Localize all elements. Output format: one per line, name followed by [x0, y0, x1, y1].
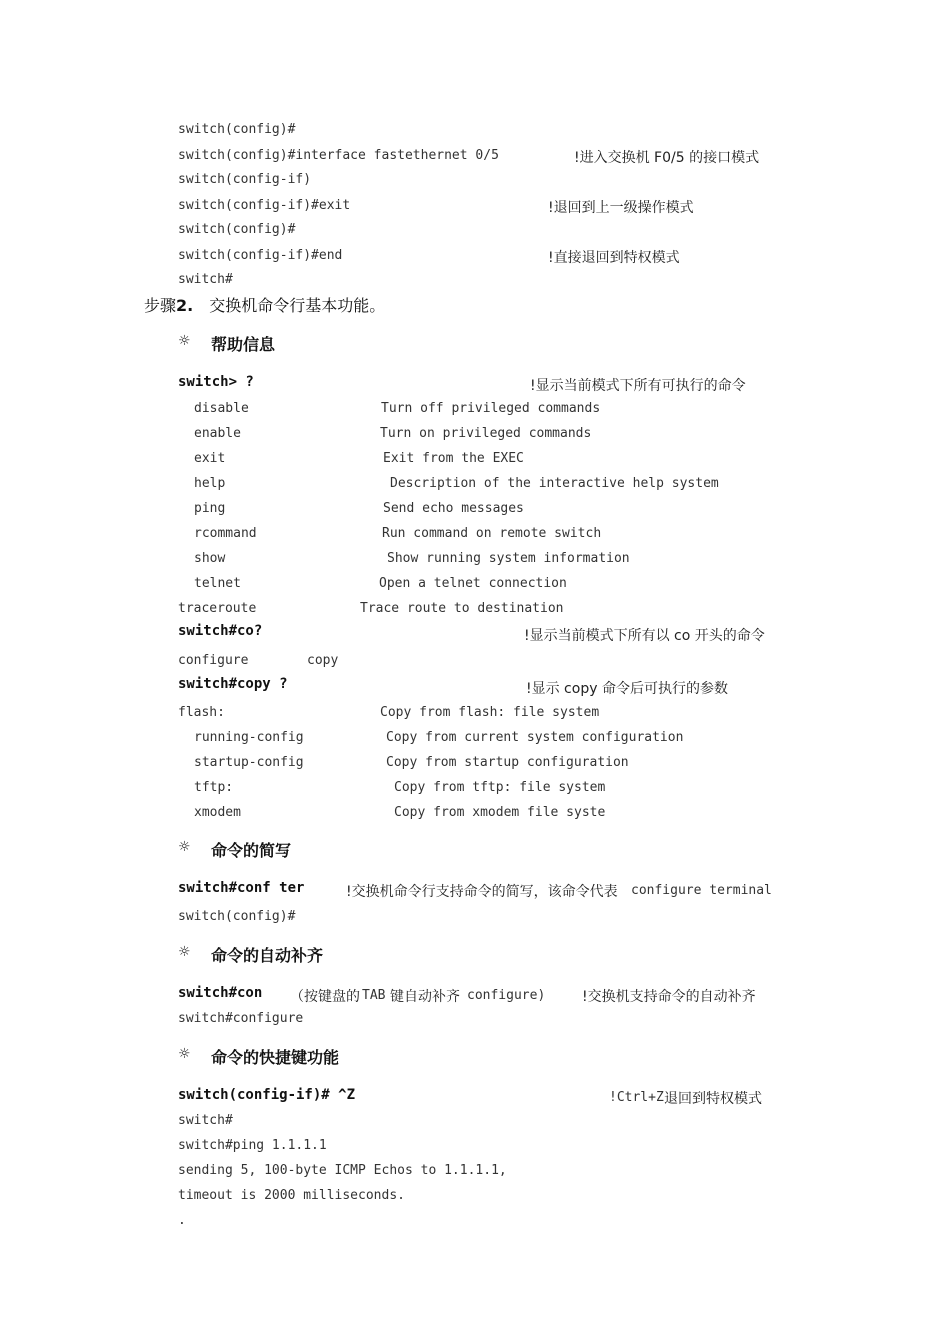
code-line: switch(config)#interface fastethernet 0/5	[178, 148, 499, 163]
code-comment: !进入交换机 F0/5 的接口模式	[574, 150, 760, 166]
code-comment: configure terminal	[631, 883, 772, 898]
copy-item-name: startup-config	[194, 755, 304, 770]
command-line: switch> ?	[178, 374, 254, 390]
help-item-name: disable	[194, 401, 249, 416]
code-line: switch#	[178, 1113, 233, 1128]
step-title: 交换机命令行基本功能。	[209, 296, 386, 315]
code-comment: 退回到特权模式	[664, 1091, 762, 1107]
code-line: .	[178, 1213, 186, 1228]
copy-item-desc: Copy from startup configuration	[386, 755, 629, 770]
section-title-help: 帮助信息	[211, 335, 276, 354]
help-item-desc: Trace route to destination	[360, 601, 564, 616]
code-line: switch(config-if)#end	[178, 248, 343, 263]
help-item-name: traceroute	[178, 601, 257, 616]
sun-bullet-icon: ☼	[178, 1046, 191, 1062]
command-line: switch#con	[178, 985, 263, 1001]
code-note: TAB	[362, 988, 386, 1003]
help-item-name: show	[194, 551, 226, 566]
help-item-desc: Run command on remote switch	[382, 526, 602, 541]
code-line: copy	[307, 653, 339, 668]
code-comment: !退回到上一级操作模式	[548, 200, 694, 216]
code-line: configure	[178, 653, 249, 668]
command-line: switch#copy ?	[178, 676, 288, 692]
help-item-name: exit	[194, 451, 226, 466]
code-line: switch(config-if)	[178, 172, 312, 187]
code-line: sending 5, 100-byte ICMP Echos to 1.1.1.1,	[178, 1163, 507, 1178]
help-item-desc: Turn off privileged commands	[381, 401, 601, 416]
section-title-abbrev: 命令的简写	[211, 841, 292, 860]
copy-item-name: tftp:	[194, 780, 234, 795]
help-item-desc: Exit from the EXEC	[383, 451, 524, 466]
command-line: switch(config-if)# ^Z	[178, 1087, 356, 1103]
code-comment: !显示当前模式下所有以 co 开头的命令	[524, 628, 765, 644]
help-item-name: rcommand	[194, 526, 257, 541]
code-line: switch(config)#	[178, 909, 296, 924]
code-line: switch(config)#	[178, 122, 296, 137]
code-note: configure)	[467, 988, 546, 1003]
help-item-name: telnet	[194, 576, 241, 591]
help-item-name: enable	[194, 426, 241, 441]
code-line: switch#	[178, 272, 233, 287]
help-item-desc: Open a telnet connection	[379, 576, 567, 591]
code-line: switch#ping 1.1.1.1	[178, 1138, 327, 1153]
copy-item-desc: Copy from xmodem file syste	[394, 805, 606, 820]
sun-bullet-icon: ☼	[178, 333, 191, 349]
code-line: switch(config-if)#exit	[178, 198, 351, 213]
copy-item-name: running-config	[194, 730, 304, 745]
copy-item-desc: Copy from flash: file system	[380, 705, 600, 720]
code-comment: !显示当前模式下所有可执行的命令	[530, 378, 746, 394]
command-line: switch#co?	[178, 623, 263, 639]
sun-bullet-icon: ☼	[178, 839, 191, 855]
section-title-autocomplete: 命令的自动补齐	[211, 946, 324, 965]
help-item-desc: Show running system information	[387, 551, 630, 566]
code-line: switch(config)#	[178, 222, 296, 237]
help-item-desc: Turn on privileged commands	[380, 426, 592, 441]
step-number: 2.	[176, 296, 194, 315]
code-comment: !显示 copy 命令后可执行的参数	[526, 681, 728, 697]
section-title-hotkey: 命令的快捷键功能	[211, 1048, 340, 1067]
help-item-name: ping	[194, 501, 226, 516]
copy-item-desc: Copy from current system configuration	[386, 730, 684, 745]
copy-item-name: xmodem	[194, 805, 241, 820]
help-item-desc: Send echo messages	[383, 501, 524, 516]
code-line: switch#configure	[178, 1011, 304, 1026]
step-prefix: 步骤	[144, 296, 177, 315]
code-comment: !Ctrl+Z	[609, 1090, 664, 1105]
code-comment: !交换机命令行支持命令的简写，该命令代表	[346, 884, 618, 900]
copy-item-desc: Copy from tftp: file system	[394, 780, 606, 795]
help-item-name: help	[194, 476, 226, 491]
code-comment: !直接退回到特权模式	[548, 250, 680, 266]
code-note: （按键盘的	[290, 989, 360, 1005]
code-comment: !交换机支持命令的自动补齐	[582, 989, 756, 1005]
sun-bullet-icon: ☼	[178, 944, 191, 960]
copy-item-name: flash:	[178, 705, 225, 720]
code-line: timeout is 2000 milliseconds.	[178, 1188, 405, 1203]
command-line: switch#conf ter	[178, 880, 305, 896]
step-heading	[144, 293, 385, 316]
code-note: 键自动补齐	[390, 989, 460, 1005]
help-item-desc: Description of the interactive help system	[390, 476, 719, 491]
